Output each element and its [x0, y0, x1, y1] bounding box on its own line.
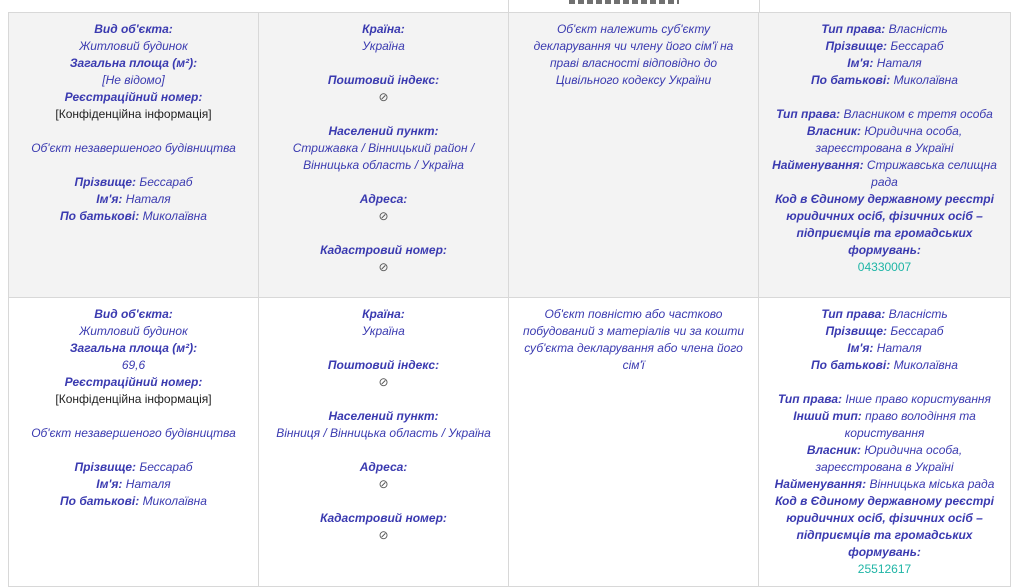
naming-value: Вінницька міська рада: [869, 477, 995, 491]
eye-slash-icon: ⊘: [378, 90, 389, 104]
right-type-value: Власником є третя особа: [843, 107, 993, 121]
patronymic-label: По батькові:: [811, 358, 891, 372]
patronymic-label: По батькові:: [60, 494, 140, 508]
total-area-label: Загальна площа (м²):: [69, 56, 198, 70]
ownership-note-cell: [509, 298, 759, 587]
header-cell-fragment: [508, 0, 760, 12]
object-type-label: Вид об'єкта:: [94, 22, 173, 36]
object-status: Об'єкт незавершеного будівництва: [31, 426, 236, 440]
right-type-label: Тип права:: [821, 22, 886, 36]
rights-cell: [759, 13, 1011, 298]
name-label: Ім'я:: [847, 56, 874, 70]
owner-value: Юридична особа, зареєстрована в Україні: [815, 443, 963, 474]
settlement-label: Населений пункт:: [328, 124, 439, 138]
edrpou-code: 25512617: [857, 562, 912, 576]
ownership-note: Об'єкт повністю або частково побудований з матеріалів чи за кошти суб'єкта декларування або члена його сім'ї: [522, 307, 745, 372]
table-row: [9, 298, 1011, 587]
right-type-value: Інше право користування: [845, 392, 991, 406]
name-label: Ім'я:: [96, 192, 123, 206]
country-value: Україна: [362, 324, 405, 338]
surname-value: Бессараб: [139, 175, 193, 189]
edrpou-code: 04330007: [857, 260, 912, 274]
right-type-label: Тип права:: [776, 107, 841, 121]
owner-value: Юридична особа, зареєстрована в Україні: [815, 124, 963, 155]
rights-cell: [759, 298, 1011, 587]
cadastral-label: Кадастровий номер:: [320, 511, 447, 525]
name-value: Наталя: [125, 192, 171, 206]
edrpou-label: Код в Єдиному державному реєстрі юридичних осіб, фізичних осіб – підприємців та громадських формувань:: [775, 192, 994, 257]
object-status: Об'єкт незавершеного будівництва: [31, 141, 236, 155]
surname-label: Прізвище:: [825, 39, 888, 53]
surname-value: Бессараб: [890, 324, 944, 338]
surname-label: Прізвище:: [74, 460, 137, 474]
total-area-label: Загальна площа (м²):: [69, 341, 198, 355]
naming-label: Найменування:: [774, 477, 867, 491]
eye-slash-icon: ⊘: [378, 528, 389, 542]
object-info-cell: [9, 13, 259, 298]
naming-value: Стрижавська селищна рада: [866, 158, 997, 189]
table-row: [9, 13, 1011, 298]
name-value: Наталя: [876, 56, 922, 70]
total-area-value: [Не відомо]: [102, 73, 165, 87]
real-estate-table: [8, 12, 1011, 587]
postal-index-label: Поштовий індекс:: [327, 73, 440, 87]
address-label: Адреса:: [359, 192, 408, 206]
patronymic-label: По батькові:: [811, 73, 891, 87]
name-label: Ім'я:: [96, 477, 123, 491]
owner-label: Власник:: [806, 124, 861, 138]
country-label: Країна:: [362, 22, 405, 36]
eye-slash-icon: ⊘: [378, 375, 389, 389]
surname-value: Бессараб: [139, 460, 193, 474]
settlement-value: Вінниця / Вінницька область / Україна: [276, 426, 491, 440]
eye-slash-icon: ⊘: [378, 209, 389, 223]
right-type-label: Тип права:: [821, 307, 886, 321]
owner-label: Власник:: [806, 443, 861, 457]
total-area-value: 69,6: [121, 358, 146, 372]
naming-label: Найменування:: [772, 158, 864, 172]
cut-off-header-text: [569, 0, 679, 4]
reg-number-label: Реєстраційний номер:: [64, 375, 203, 389]
surname-label: Прізвище:: [825, 324, 888, 338]
country-label: Країна:: [362, 307, 405, 321]
reg-number-label: Реєстраційний номер:: [64, 90, 203, 104]
postal-index-label: Поштовий індекс:: [327, 358, 440, 372]
country-value: Україна: [362, 39, 405, 53]
surname-label: Прізвище:: [74, 175, 137, 189]
ownership-note-cell: [509, 13, 759, 298]
location-cell: [259, 13, 509, 298]
name-value: Наталя: [876, 341, 922, 355]
right-type-value: Власність: [888, 22, 948, 36]
object-type-value: Житловий будинок: [79, 39, 188, 53]
ownership-note: Об'єкт належить суб'єкту декларування чи члену його сім'ї на праві власності відповідно до Цивільного кодексу України: [533, 22, 734, 87]
settlement-label: Населений пункт:: [328, 409, 439, 423]
name-label: Ім'я:: [847, 341, 874, 355]
patronymic-value: Миколаївна: [142, 494, 207, 508]
eye-slash-icon: ⊘: [378, 260, 389, 274]
object-info-cell: [9, 298, 259, 587]
right-type-label: Тип права:: [778, 392, 843, 406]
edrpou-label: Код в Єдиному державному реєстрі юридичних осіб, фізичних осіб – підприємців та громадських формувань:: [775, 494, 994, 559]
location-cell: [259, 298, 509, 587]
address-label: Адреса:: [359, 460, 408, 474]
object-type-value: Житловий будинок: [79, 324, 188, 338]
cadastral-label: Кадастровий номер:: [320, 243, 447, 257]
surname-value: Бессараб: [890, 39, 944, 53]
other-type-value: право володіння та користування: [844, 409, 976, 440]
eye-slash-icon: ⊘: [378, 477, 389, 491]
name-value: Наталя: [125, 477, 171, 491]
other-type-label: Інший тип:: [793, 409, 862, 423]
settlement-value: Стрижавка / Вінницький район / Вінницька область / Україна: [292, 141, 475, 172]
patronymic-label: По батькові:: [60, 209, 140, 223]
patronymic-value: Миколаївна: [893, 358, 958, 372]
reg-number-value: [Конфіденційна інформація]: [55, 107, 212, 121]
patronymic-value: Миколаївна: [142, 209, 207, 223]
right-type-value: Власність: [888, 307, 948, 321]
reg-number-value: [Конфіденційна інформація]: [55, 392, 212, 406]
patronymic-value: Миколаївна: [893, 73, 958, 87]
object-type-label: Вид об'єкта:: [94, 307, 173, 321]
